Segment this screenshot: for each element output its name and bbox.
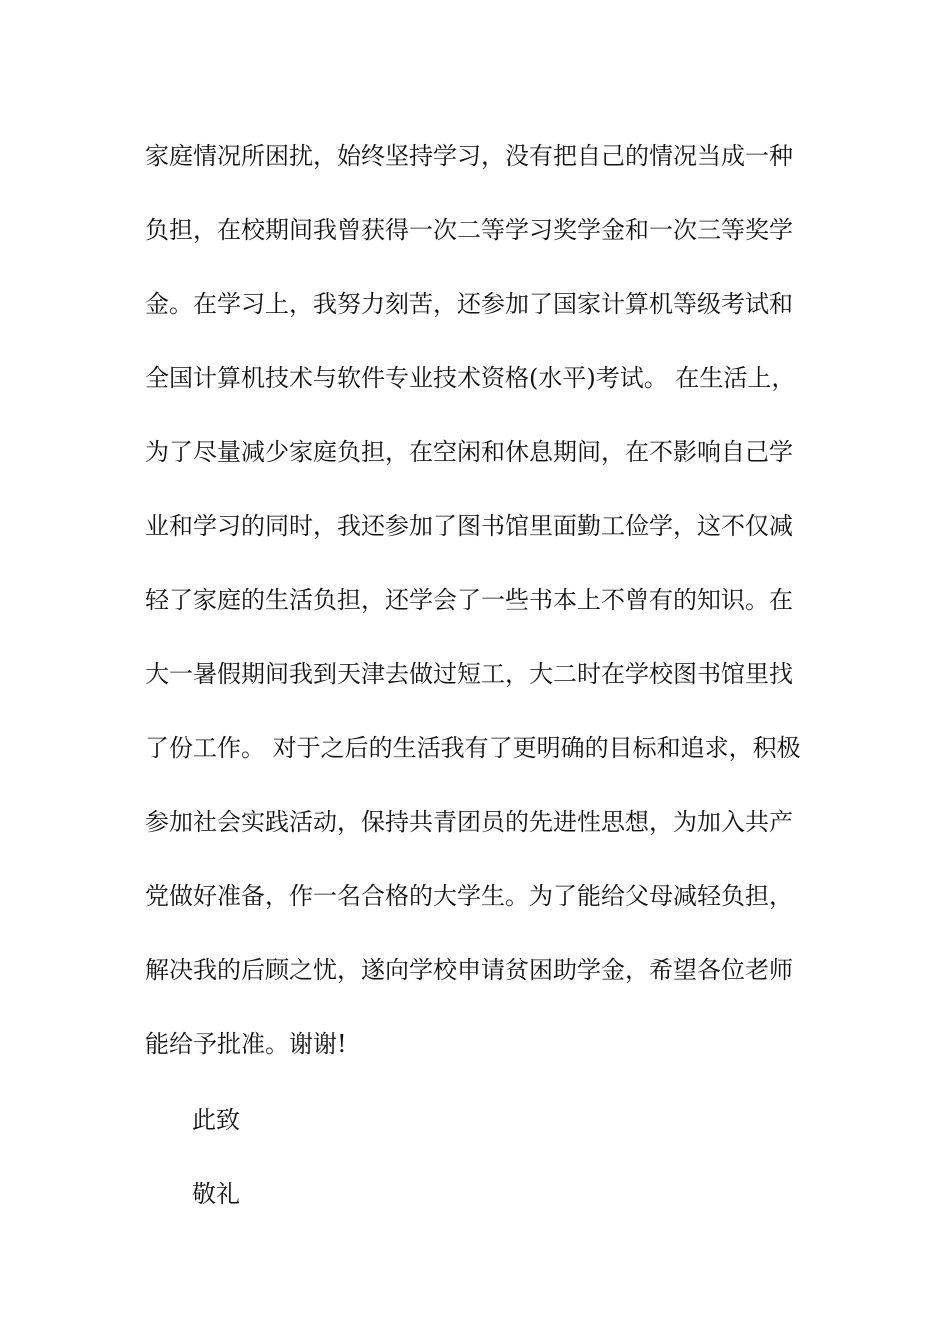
closing-line-2: 敬礼 <box>192 1180 240 1208</box>
body-line-11: 党做好准备，作一名合格的大学生。为了能给父母减轻负担， <box>145 882 793 910</box>
body-line-1: 家庭情况所困扰，始终坚持学习，没有把自己的情况当成一种 <box>145 142 793 170</box>
body-line-2: 负担，在校期间我曾获得一次二等学习奖学金和一次三等奖学 <box>145 216 793 244</box>
closing-line-1: 此致 <box>192 1106 240 1134</box>
body-line-13: 能给予批准。谢谢! <box>145 1030 347 1058</box>
body-line-8: 大一暑假期间我到天津去做过短工，大二时在学校图书馆里找 <box>145 660 793 688</box>
body-line-9: 了份工作。 对于之后的生活我有了更明确的目标和追求，积极 <box>145 734 801 762</box>
body-line-10: 参加社会实践活动，保持共青团员的先进性思想，为加入共产 <box>145 808 793 836</box>
body-line-4: 全国计算机技术与软件专业技术资格(水平)考试。 在生活上， <box>145 364 796 392</box>
body-line-6: 业和学习的同时，我还参加了图书馆里面勤工俭学，这不仅减 <box>145 512 793 540</box>
body-line-3: 金。在学习上，我努力刻苦，还参加了国家计算机等级考试和 <box>145 290 793 318</box>
body-line-7: 轻了家庭的生活负担，还学会了一些书本上不曾有的知识。在 <box>145 586 793 614</box>
body-line-12: 解决我的后顾之忧，遂向学校申请贫困助学金，希望各位老师 <box>145 956 793 984</box>
body-line-5: 为了尽量减少家庭负担，在空闲和休息期间，在不影响自己学 <box>145 438 793 466</box>
